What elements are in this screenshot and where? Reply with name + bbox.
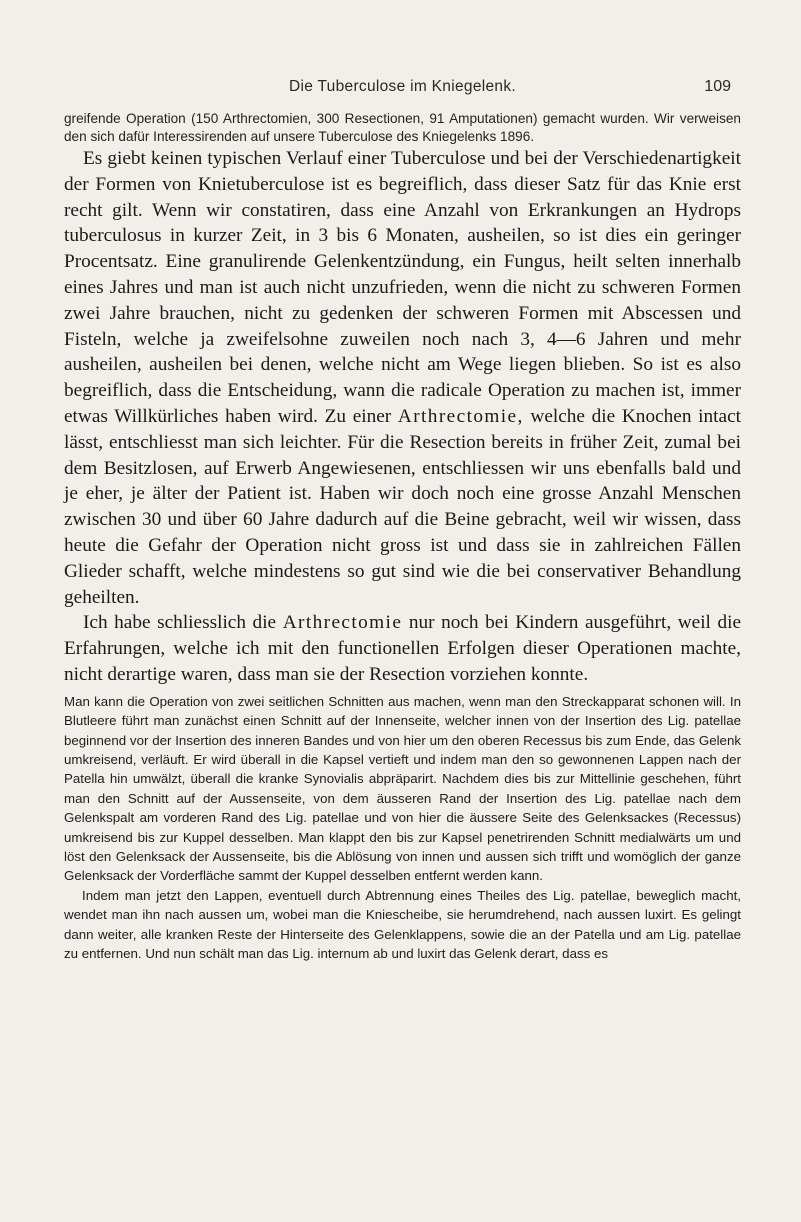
body-paragraph-1-text-a: Es giebt keinen typischen Verlauf einer Tuberculose und bei der Verschiedenartigkeit der Formen von Knietuberculose ist es begreiflich, dass dieser Satz für das Knie erst recht gilt. Wenn wir constatiren, dass eine Anzahl von Erkrankungen an Hydrops tuberculosus in kurzer Zeit, in 3 bis 6 Monaten, ausheilen, so ist dies ein geringer Procentsatz. Eine granulirende Gelenkentzündung, ein Fungus, heilt selten innerhalb eines Jahres und man ist auch nicht unzufrieden, wenn die nicht zu schweren Formen zwei Jahre brauchen, nicht zu gedenken der schweren Formen mit Abscessen und Fisteln, welche ja zweifelsohne zuweilen noch nach 3, 4—6 Jahren und mehr ausheilen, ausheilen bei denen, welche nicht am Wege liegen blieben. So ist es also begreiflich, dass die Entscheidung, wann die radicale Operation zu machen ist, immer etwas Willkürliches haben wird. Zu einer <box>64 148 741 427</box>
body-paragraph-1 <box>64 146 741 610</box>
running-title: Die Tuberculose im Kniegelenk. <box>289 78 516 95</box>
term-arthrectomie-2: Arthrectomie <box>282 612 403 634</box>
term-arthrectomie: Arthrectomie, <box>397 405 524 427</box>
note-paragraph-2: Indem man jetzt den Lappen, eventuell durch Abtrennung eines Theiles des Lig. patellae, beweglich macht, wendet man ihn nach aussen um, wobei man die Kniescheibe, sie herumdrehend, nach aussen luxirt. Es gelingt dann weiter, alle kranken Reste der Hinterseite des Gelenklappens, sowie die an der Patella und am Lig. patellae zu entfernen. Und nun schält man das Lig. internum ab und luxirt das Gelenk derart, dass es <box>64 887 741 962</box>
body-paragraph-2 <box>64 610 741 687</box>
body-paragraph-2-text-a: Ich habe schliesslich die <box>83 612 277 634</box>
page-header <box>64 78 741 100</box>
note-paragraph-1: Man kann die Operation von zwei seitlichen Schnitten aus machen, wenn man den Streckapparat schonen will. In Blutleere führt man zunächst einen Schnitt auf der Innenseite, welcher innen von der Insertion des Lig. patellae beginnend vor der Insertion des inneren Bandes und von hier um den oberen Recessus bis zum Ende, das Gelenk umkreisend, verläuft. Er wird überall in die Kapsel vertieft und indem man den so gewonnenen Lappen nach der Patella hin umwälzt, überall die kranke Synovialis abpräparirt. Nachdem dies bis zur Mittellinie geschehen, führt man den Schnitt auf der Aussenseite, von dem äusseren Rand der Insertion des Lig. patellae nach dem Gelenkspalt am vorderen Rand des Lig. patellae und von hier die äussere Seite des Gelenksackes (Recessus) umkreisend bis zur Kuppel desselben. Man klappt den bis zur Kapsel penetrirenden Schnitt medialwärts um und löst den Gelenksack der Aussenseite, bis die Ablösung von innen und aussen sich trifft und womöglich der ganze Gelenksack der Vorderfläche sammt der Kuppel desselben entfernt werden kann. <box>64 693 741 884</box>
body-paragraph-2-text-b: nur noch bei Kindern ausgeführt, weil die Erfahrungen, welche ich mit den functionellen Erfolgen dieser Operationen machte, nicht derartige waren, dass man sie der Resection vorziehen konnte. <box>64 612 742 685</box>
body-paragraph-1-text-b: welche die Knochen intact lässt, entschliesst man sich leichter. Für die Resection bereits in früher Zeit, zumal bei dem Besitzlosen, auf Erwerb Angewiesenen, entschliessen wir uns ebenfalls bald und je eher, je älter der Patient ist. Haben wir doch noch eine grosse Anzahl Menschen zwischen 30 und über 60 Jahre dadurch auf die Beine gebracht, weil wir wissen, dass heute die Gefahr der Operation nicht gross ist und dass sie in zahlreichen Fällen Glieder schafft, welche mindestens so gut sind wie die bei conservativer Behandlung geheilten. <box>64 405 741 608</box>
intro-paragraph: greifende Operation (150 Arthrectomien, 300 Resectionen, 91 Amputationen) gemacht wurden. Wir verweisen den sich dafür Interessirenden auf unsere Tuberculose des Kniegelenks 1896. <box>64 111 741 144</box>
page-number: 109 <box>704 78 731 95</box>
